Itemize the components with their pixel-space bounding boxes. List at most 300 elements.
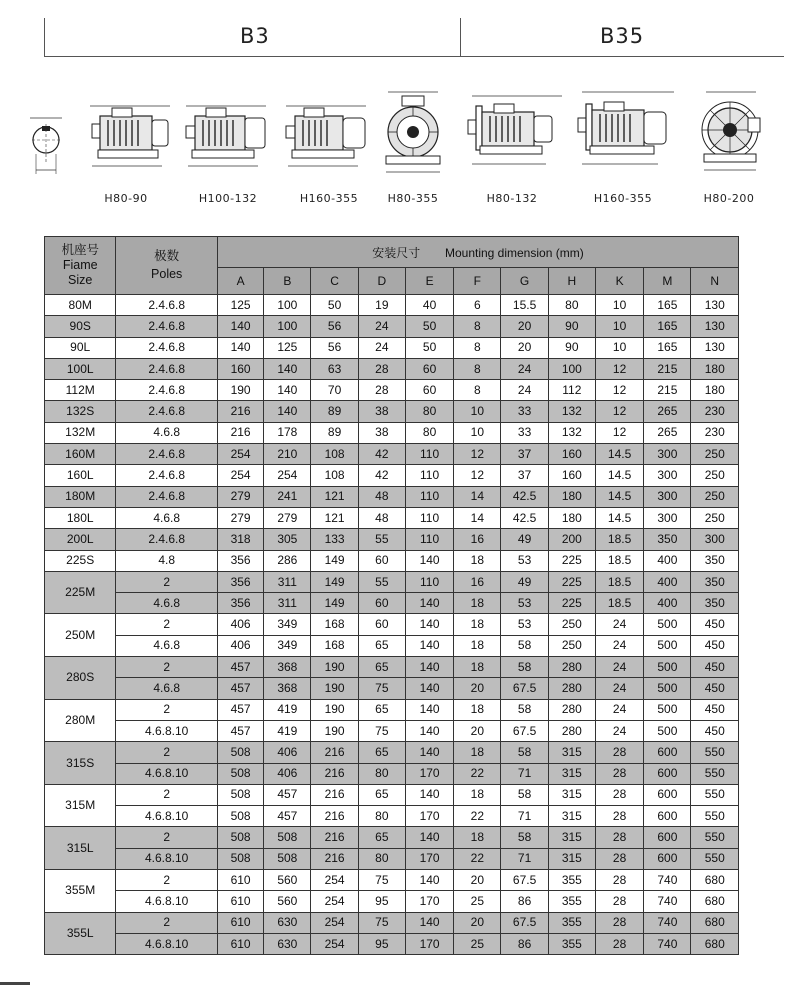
dimension-cell-b: 286 [264, 550, 311, 571]
dimension-cell-h: 355 [548, 933, 595, 954]
dimension-cell-g: 58 [501, 635, 548, 656]
dimension-cell-k: 12 [595, 380, 643, 401]
dimension-cell-h: 355 [548, 891, 595, 912]
dimension-cell-k: 28 [595, 784, 643, 805]
dimension-cell-n: 250 [691, 444, 739, 465]
dimension-cell-b: 406 [264, 742, 311, 763]
dimension-cell-g: 53 [501, 614, 548, 635]
figure-label: H80-132 [486, 192, 538, 205]
dimension-cell-a: 406 [217, 635, 263, 656]
dimension-cell-f: 12 [454, 465, 501, 486]
motor-flange-side-view-h160-355-icon [572, 88, 680, 176]
dimension-cell-e: 140 [405, 678, 453, 699]
dimension-cell-d: 42 [358, 465, 405, 486]
poles-cell: 2 [116, 870, 218, 891]
dimension-cell-n: 130 [691, 295, 739, 316]
dimension-cell-k: 12 [595, 358, 643, 379]
table-row [45, 678, 739, 699]
dimension-cell-m: 300 [644, 444, 691, 465]
dimension-cell-e: 140 [405, 635, 453, 656]
dimension-cell-e: 140 [405, 912, 453, 933]
poles-cell: 2 [116, 827, 218, 848]
dimension-cell-f: 22 [454, 763, 501, 784]
dimension-cell-e: 60 [405, 380, 453, 401]
table-row [45, 657, 739, 678]
dimension-cell-a: 610 [217, 933, 263, 954]
dimension-cell-f: 14 [454, 486, 501, 507]
dimension-cell-f: 6 [454, 295, 501, 316]
dimension-cell-n: 130 [691, 337, 739, 358]
dimension-cell-f: 22 [454, 848, 501, 869]
dimension-cell-b: 508 [264, 848, 311, 869]
dimension-cell-k: 28 [595, 763, 643, 784]
dimension-cell-m: 165 [644, 316, 691, 337]
dimension-cell-n: 230 [691, 422, 739, 443]
dimension-cell-f: 20 [454, 720, 501, 741]
dimension-cell-m: 500 [644, 699, 691, 720]
poles-cell: 2 [116, 571, 218, 592]
dimension-cell-k: 28 [595, 848, 643, 869]
table-row [45, 401, 739, 422]
dimension-cell-a: 508 [217, 827, 263, 848]
motor-side-view-h80-90-icon [82, 102, 174, 174]
table-row [45, 699, 739, 720]
dimension-cell-e: 140 [405, 699, 453, 720]
header-underline [44, 56, 784, 57]
dimension-cell-m: 500 [644, 614, 691, 635]
dimension-cell-k: 14.5 [595, 507, 643, 528]
section-header [44, 18, 784, 58]
dimension-cell-a: 279 [217, 486, 263, 507]
dimension-cell-n: 250 [691, 507, 739, 528]
table-row [45, 806, 739, 827]
dimension-cell-a: 508 [217, 763, 263, 784]
dimension-cell-a: 140 [217, 337, 263, 358]
dimension-cell-a: 508 [217, 742, 263, 763]
dimension-cell-c: 190 [311, 657, 358, 678]
column-header-e: E [405, 268, 453, 295]
dimension-cell-f: 20 [454, 870, 501, 891]
poles-cell: 2 [116, 912, 218, 933]
dimension-cell-h: 160 [548, 444, 595, 465]
dimension-cell-n: 450 [691, 699, 739, 720]
poles-cell: 4.6.8 [116, 678, 218, 699]
dimension-cell-m: 400 [644, 571, 691, 592]
dimension-cell-a: 610 [217, 891, 263, 912]
dimension-cell-b: 254 [264, 465, 311, 486]
poles-cell: 2.4.6.8 [116, 529, 218, 550]
dimension-cell-k: 28 [595, 806, 643, 827]
dimension-cell-k: 28 [595, 742, 643, 763]
table-row [45, 465, 739, 486]
dimension-cell-a: 140 [217, 316, 263, 337]
dimension-cell-m: 600 [644, 763, 691, 784]
dimension-cell-b: 419 [264, 720, 311, 741]
dimension-cell-c: 56 [311, 316, 358, 337]
dimension-cell-a: 508 [217, 848, 263, 869]
dimension-cell-e: 140 [405, 827, 453, 848]
frame-size-cell: 132M [45, 422, 116, 443]
dimension-cell-h: 315 [548, 742, 595, 763]
table-row [45, 295, 739, 316]
poles-cell: 2.4.6.8 [116, 380, 218, 401]
dimension-cell-m: 500 [644, 657, 691, 678]
dimension-cell-g: 67.5 [501, 870, 548, 891]
dimension-cell-n: 550 [691, 784, 739, 805]
frame-size-cell: 90L [45, 337, 116, 358]
dimension-cell-m: 600 [644, 784, 691, 805]
dimension-cell-d: 75 [358, 678, 405, 699]
dimension-cell-n: 680 [691, 933, 739, 954]
dimension-cell-c: 216 [311, 784, 358, 805]
dimension-cell-m: 300 [644, 507, 691, 528]
dimension-cell-e: 110 [405, 444, 453, 465]
column-header-g: G [501, 268, 548, 295]
figure-label: H160-355 [593, 192, 653, 205]
dimension-cell-c: 254 [311, 912, 358, 933]
poles-cell: 2 [116, 742, 218, 763]
dimension-cell-g: 86 [501, 891, 548, 912]
table-row [45, 614, 739, 635]
dimension-cell-m: 265 [644, 401, 691, 422]
dimension-cell-g: 53 [501, 550, 548, 571]
dimension-cell-h: 355 [548, 870, 595, 891]
dimension-cell-k: 28 [595, 827, 643, 848]
dimension-cell-d: 65 [358, 699, 405, 720]
dimension-cell-f: 8 [454, 380, 501, 401]
dimension-cell-f: 12 [454, 444, 501, 465]
motor-flange-front-view-h80-200-icon [692, 88, 768, 178]
dimension-cell-g: 58 [501, 657, 548, 678]
dimension-cell-g: 58 [501, 784, 548, 805]
dimension-cell-n: 680 [691, 891, 739, 912]
dimension-cell-b: 140 [264, 358, 311, 379]
figure-label: H80-90 [104, 192, 148, 205]
poles-cell: 2 [116, 699, 218, 720]
dimension-cell-b: 311 [264, 593, 311, 614]
dimension-cell-d: 48 [358, 507, 405, 528]
frame-size-cell: 160L [45, 465, 116, 486]
dimension-cell-h: 80 [548, 295, 595, 316]
poles-header-en: Poles [151, 267, 183, 281]
dimension-cell-n: 450 [691, 657, 739, 678]
dimension-cell-b: 100 [264, 295, 311, 316]
dimension-cell-n: 680 [691, 870, 739, 891]
dimension-cell-k: 24 [595, 635, 643, 656]
dimension-cell-e: 60 [405, 358, 453, 379]
dimension-cell-m: 215 [644, 358, 691, 379]
table-row [45, 550, 739, 571]
poles-cell: 4.6.8 [116, 422, 218, 443]
dimension-cell-b: 140 [264, 401, 311, 422]
dimension-cell-n: 250 [691, 486, 739, 507]
figure-label: H100-132 [198, 192, 258, 205]
dimension-cell-n: 180 [691, 358, 739, 379]
dimension-cell-m: 265 [644, 422, 691, 443]
dimension-cell-e: 140 [405, 720, 453, 741]
dimension-cell-d: 60 [358, 593, 405, 614]
dimension-cell-b: 508 [264, 827, 311, 848]
dimension-cell-c: 190 [311, 699, 358, 720]
dimension-cell-c: 216 [311, 806, 358, 827]
dimension-cell-m: 600 [644, 827, 691, 848]
poles-cell: 2.4.6.8 [116, 316, 218, 337]
dimension-cell-a: 356 [217, 571, 263, 592]
dimension-cell-g: 71 [501, 848, 548, 869]
dimension-cell-k: 24 [595, 678, 643, 699]
dimension-cell-a: 406 [217, 614, 263, 635]
dimension-cell-h: 180 [548, 486, 595, 507]
shaft-end-detail-icon [28, 104, 68, 178]
dimension-cell-b: 457 [264, 806, 311, 827]
dimension-cell-b: 368 [264, 678, 311, 699]
dimension-cell-h: 90 [548, 316, 595, 337]
dimension-cell-k: 10 [595, 295, 643, 316]
dimension-cell-h: 225 [548, 593, 595, 614]
dimension-cell-a: 610 [217, 870, 263, 891]
dimension-cell-k: 18.5 [595, 550, 643, 571]
dimension-cell-c: 149 [311, 593, 358, 614]
dimension-cell-e: 170 [405, 933, 453, 954]
dimension-cell-f: 18 [454, 550, 501, 571]
dimension-cell-a: 216 [217, 422, 263, 443]
dimension-cell-m: 165 [644, 295, 691, 316]
dimension-cell-c: 56 [311, 337, 358, 358]
frame-size-cell: 100L [45, 358, 116, 379]
dimension-cell-f: 18 [454, 593, 501, 614]
dimension-cell-b: 305 [264, 529, 311, 550]
dimension-cell-m: 500 [644, 720, 691, 741]
dimension-cell-e: 80 [405, 422, 453, 443]
dimension-cell-f: 18 [454, 614, 501, 635]
dimension-cell-k: 24 [595, 657, 643, 678]
dimension-cell-m: 740 [644, 933, 691, 954]
dimension-cell-f: 8 [454, 316, 501, 337]
table-row [45, 444, 739, 465]
dimension-cell-f: 18 [454, 635, 501, 656]
dimension-cell-e: 140 [405, 784, 453, 805]
dimension-cell-c: 149 [311, 550, 358, 571]
figure-label: H80-355 [387, 192, 439, 205]
dimension-cell-g: 71 [501, 763, 548, 784]
frame-size-cell: 160M [45, 444, 116, 465]
frame-header-en1: Fiame [62, 258, 98, 272]
dimension-cell-g: 58 [501, 827, 548, 848]
dimension-cell-n: 550 [691, 827, 739, 848]
dimension-cell-g: 86 [501, 933, 548, 954]
dimension-cell-b: 241 [264, 486, 311, 507]
dimension-cell-n: 450 [691, 720, 739, 741]
poles-cell: 2 [116, 614, 218, 635]
dimension-cell-d: 55 [358, 571, 405, 592]
frame-size-cell: 80M [45, 295, 116, 316]
dimension-cell-f: 20 [454, 678, 501, 699]
dimension-cell-g: 37 [501, 444, 548, 465]
dimension-cell-c: 190 [311, 720, 358, 741]
dimension-cell-e: 50 [405, 316, 453, 337]
dimension-cell-k: 18.5 [595, 571, 643, 592]
dimension-cell-f: 25 [454, 891, 501, 912]
table-row [45, 742, 739, 763]
dimension-cell-h: 100 [548, 358, 595, 379]
poles-cell: 2.4.6.8 [116, 401, 218, 422]
dimension-cell-m: 600 [644, 848, 691, 869]
dimension-cell-g: 67.5 [501, 720, 548, 741]
dimension-cell-a: 216 [217, 401, 263, 422]
mounting-header-en: Mounting dimension (mm) [444, 245, 584, 260]
poles-header-cn: 极数 [154, 249, 180, 263]
dimension-cell-a: 508 [217, 784, 263, 805]
dimension-cell-d: 80 [358, 806, 405, 827]
dimension-cell-g: 42.5 [501, 486, 548, 507]
dimension-cell-n: 450 [691, 635, 739, 656]
dimension-cell-d: 95 [358, 891, 405, 912]
dimension-cell-g: 49 [501, 529, 548, 550]
dimension-cell-f: 10 [454, 422, 501, 443]
dimension-cell-e: 40 [405, 295, 453, 316]
dimension-cell-h: 315 [548, 827, 595, 848]
poles-cell: 2.4.6.8 [116, 465, 218, 486]
column-header-n: N [691, 268, 739, 295]
dimension-cell-c: 216 [311, 742, 358, 763]
poles-cell: 2 [116, 784, 218, 805]
dimension-cell-b: 406 [264, 763, 311, 784]
dimension-cell-k: 28 [595, 933, 643, 954]
dimension-cell-m: 500 [644, 678, 691, 699]
dimension-cell-h: 132 [548, 401, 595, 422]
column-header-a: A [217, 268, 263, 295]
dimension-cell-g: 42.5 [501, 507, 548, 528]
frame-size-cell: 112M [45, 380, 116, 401]
dimension-cell-m: 740 [644, 870, 691, 891]
dimension-cell-d: 75 [358, 870, 405, 891]
dimension-cell-c: 133 [311, 529, 358, 550]
poles-cell: 4.6.8 [116, 507, 218, 528]
dimension-cell-d: 55 [358, 529, 405, 550]
dimension-cell-m: 165 [644, 337, 691, 358]
dimension-cell-c: 89 [311, 422, 358, 443]
dimension-cell-a: 254 [217, 444, 263, 465]
column-header-c: C [311, 268, 358, 295]
dimension-cell-e: 110 [405, 529, 453, 550]
dimension-cell-h: 112 [548, 380, 595, 401]
poles-cell: 4.6.8.10 [116, 720, 218, 741]
dimension-cell-f: 18 [454, 657, 501, 678]
frame-size-cell: 355L [45, 912, 116, 955]
dimension-cell-n: 550 [691, 848, 739, 869]
dimension-cell-d: 28 [358, 358, 405, 379]
dimension-cell-c: 70 [311, 380, 358, 401]
dimension-cell-k: 28 [595, 912, 643, 933]
table-row [45, 848, 739, 869]
dimension-cell-h: 280 [548, 678, 595, 699]
dimension-cell-b: 311 [264, 571, 311, 592]
dimension-cell-h: 280 [548, 720, 595, 741]
dimension-cell-n: 230 [691, 401, 739, 422]
dimension-cell-d: 75 [358, 720, 405, 741]
dimension-cell-n: 450 [691, 678, 739, 699]
column-header-k: K [595, 268, 643, 295]
dimension-cell-g: 53 [501, 593, 548, 614]
dimension-cell-e: 170 [405, 848, 453, 869]
dimension-cell-a: 160 [217, 358, 263, 379]
table-row [45, 337, 739, 358]
dimension-cell-c: 216 [311, 827, 358, 848]
dimension-cell-a: 356 [217, 593, 263, 614]
dimension-cell-n: 350 [691, 571, 739, 592]
dimension-cell-f: 22 [454, 806, 501, 827]
dimension-cell-b: 210 [264, 444, 311, 465]
dimension-cell-e: 170 [405, 891, 453, 912]
dimension-cell-e: 80 [405, 401, 453, 422]
dimension-cell-g: 71 [501, 806, 548, 827]
dimension-cell-b: 419 [264, 699, 311, 720]
dimension-cell-g: 15.5 [501, 295, 548, 316]
frame-size-cell: 225M [45, 571, 116, 614]
poles-cell: 4.8 [116, 550, 218, 571]
poles-cell: 4.6.8.10 [116, 933, 218, 954]
dimension-cell-e: 110 [405, 465, 453, 486]
dimension-cell-g: 49 [501, 571, 548, 592]
frame-size-cell: 90S [45, 316, 116, 337]
dimension-cell-n: 550 [691, 806, 739, 827]
dimension-cell-k: 18.5 [595, 593, 643, 614]
dimension-cell-d: 80 [358, 763, 405, 784]
frame-header-en2: Size [68, 273, 93, 287]
dimension-cell-m: 740 [644, 912, 691, 933]
dimension-cell-m: 400 [644, 550, 691, 571]
dimension-cell-d: 65 [358, 827, 405, 848]
frame-size-cell: 180M [45, 486, 116, 507]
dimension-cell-m: 500 [644, 635, 691, 656]
dimension-cell-m: 350 [644, 529, 691, 550]
dimension-cell-g: 24 [501, 358, 548, 379]
dimension-cell-h: 315 [548, 848, 595, 869]
dimension-cell-d: 60 [358, 550, 405, 571]
poles-cell: 2.4.6.8 [116, 486, 218, 507]
dimension-cell-e: 110 [405, 486, 453, 507]
dimension-cell-a: 508 [217, 806, 263, 827]
frame-size-cell: 315M [45, 784, 116, 827]
table-row [45, 571, 739, 592]
dimension-cell-c: 190 [311, 678, 358, 699]
table-row [45, 870, 739, 891]
dimension-cell-d: 80 [358, 848, 405, 869]
dimension-cell-h: 132 [548, 422, 595, 443]
dimension-cell-m: 400 [644, 593, 691, 614]
dimension-cell-h: 90 [548, 337, 595, 358]
dimension-cell-g: 67.5 [501, 912, 548, 933]
dimension-cell-m: 600 [644, 806, 691, 827]
dimension-cell-e: 140 [405, 870, 453, 891]
dimension-cell-c: 50 [311, 295, 358, 316]
dimension-cell-g: 20 [501, 337, 548, 358]
mounting-header-cn: 安装尺寸 [372, 245, 421, 260]
dimension-cell-k: 24 [595, 720, 643, 741]
dimension-cell-h: 225 [548, 550, 595, 571]
dimension-cell-b: 349 [264, 635, 311, 656]
figure-label: H160-355 [299, 192, 359, 205]
frame-size-header [45, 237, 116, 295]
dimension-cell-n: 300 [691, 529, 739, 550]
dimension-cell-b: 560 [264, 891, 311, 912]
dimension-cell-e: 110 [405, 571, 453, 592]
dimension-cell-k: 28 [595, 891, 643, 912]
dimension-cell-f: 16 [454, 529, 501, 550]
dimension-cell-m: 600 [644, 742, 691, 763]
poles-cell: 4.6.8.10 [116, 891, 218, 912]
dimension-cell-d: 24 [358, 337, 405, 358]
